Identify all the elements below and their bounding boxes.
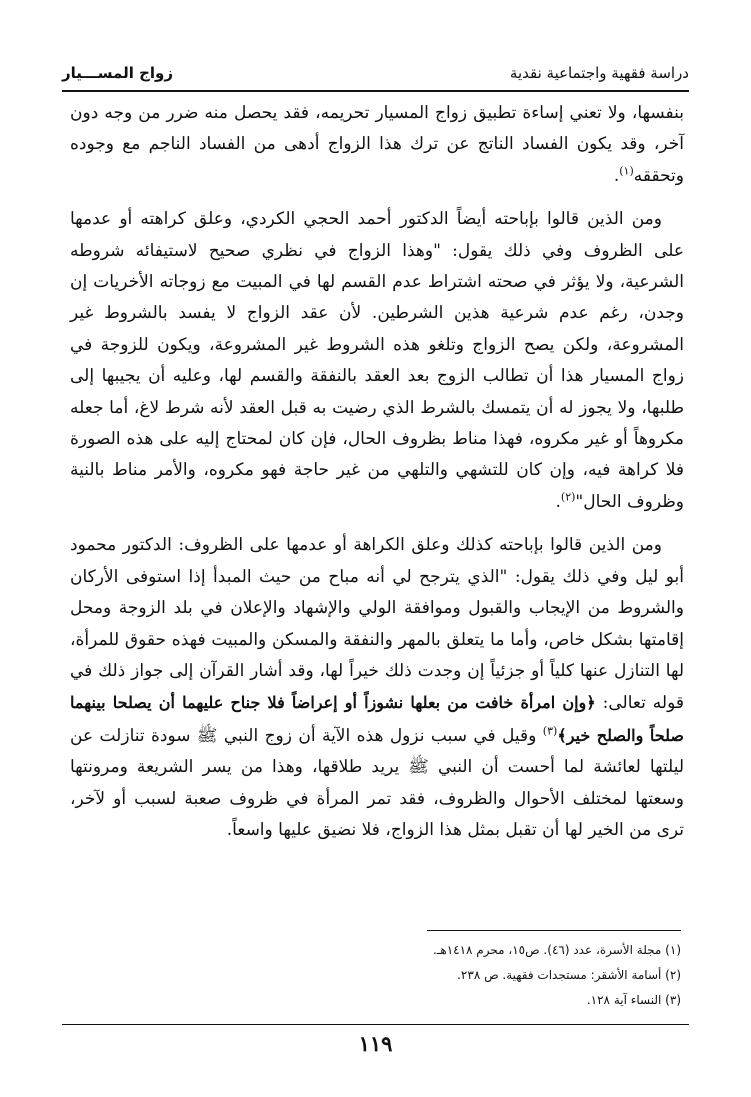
footer-divider — [62, 1024, 689, 1025]
header-divider — [62, 90, 689, 92]
footnote-3: (٣) النساء آية ١٢٨. — [586, 993, 681, 1007]
footnote-ref-1: (١) — [619, 164, 634, 178]
paragraph-2 — [70, 204, 684, 518]
paragraph-3 — [70, 530, 684, 846]
body-text — [70, 98, 684, 846]
book-title: زواج المســـيار — [62, 64, 173, 82]
book-subtitle: دراسة فقهية واجتماعية نقدية — [509, 64, 689, 82]
footnote-ref-3: (٣) — [542, 724, 558, 738]
paragraph-3-text-a: ومن الذين قالوا بإباحته كذلك وعلق الكراهة أو عدمها على الظروف: الدكتور محمود أبو ليل وفي ذلك يقول: "الذي يترجح لي أنه مباح من حيث المبدأ إذا استوفى الأركان والشروط من الإيجاب والقبول وموافقة الولي والإشهاد والإعلان في بلد الزوجة ومحل إقامتها بشكل خاص، وأما ما يتعلق بالمهر والنفقة والمسكن والمبيت فهذه حقوق للمرأة، لها التنازل عنها كلياً أو جزئياً إن وجدت ذلك خيراً لها، وقد أشار القرآن إلى جواز ذلك في قوله تعالى: — [70, 535, 685, 714]
page-number: ١١٩ — [358, 1031, 393, 1056]
footnote-divider — [427, 930, 681, 931]
paragraph-1 — [70, 98, 684, 192]
paragraph-1-text: بنفسها، ولا تعني إساءة تطبيق زواج المسيار تحريمه، فقد يحصل منه ضرر من وجه دون آخر، وقد يكون الفساد الناتج عن ترك هذا الزواج أدهى من الفساد الناجم مع وجوده وتحققه — [70, 103, 684, 186]
footnote-1: (١) مجلة الأسرة، عدد (٤٦). ص١٥، محرم ١٤١٨هـ. — [433, 943, 681, 957]
paragraph-3-text-b: وقيل في سبب نزول هذه الآية أن زوج النبي ﷺ سودة تنازلت عن ليلتها لعائشة لما أحست أن النبي ﷺ يريد طلاقها، وهذا من يسر الشريعة ومرونتها وسعتها لمختلف الأحوال والظروف، فقد تمر المرأة في ظروف صعبة لسبب أو لآخر، ترى من الخير لها أن تقبل بمثل هذا الزواج، فلا نضيق عليها واسعاً. — [70, 725, 684, 840]
paragraph-1-end: . — [613, 165, 620, 186]
running-header — [62, 64, 689, 88]
paragraph-2-text: ومن الذين قالوا بإباحته أيضاً الدكتور أحمد الحجي الكردي، وعلق كراهته أو عدمها على الظروف وفي ذلك يقول: "وهذا الزواج في نظري صحيح لاستيفائه شروطه الشرعية، ولا يؤثر في صحته اشتراط عدم القسم لها في المبيت مع زوجاته الأخريات إن وجدن، رغم عدم شرعية هذين الشرطين. لأن عقد الزواج لا يفسد بالشروط غير المشروعة، ولكن يصح الزواج وتلغو هذه الشروط غير المشروعة، ويكون للزوجة في زواج المسيار هذا أن تطالب الزوج بعد العقد بالنفقة والقسم لها، وعليه أن يجيبها إلى طلبها، ولا يجوز له أن يتمسك بالشرط الذي رضيت به قبل العقد لأنه شرط لاغ، أما جعله مكروهاً أو غير مكروه، فهذا مناط بظروف الحال، فإن كان لمحتاج إليه على هذه الصورة فلا كراهة فيه، وإن كان للتشهي والتلهي من غير حاجة فهو مكروه، والأمر مناط بالنية وظروف الحال" — [70, 209, 684, 512]
footnote-ref-2: (٢) — [560, 490, 576, 504]
paragraph-2-end: . — [555, 491, 561, 512]
quran-verse: ﴿وإن امرأة خافت من بعلها نشوزاً أو إعراضاً فلا جناح عليهما أن يصلحا بينهما صلحاً والصلح خير﴾ — [70, 693, 684, 745]
footnote-2: (٢) أسامة الأشقر: مستجدات فقهية. ص ٢٣٨. — [457, 968, 681, 982]
footnotes — [67, 938, 681, 1013]
